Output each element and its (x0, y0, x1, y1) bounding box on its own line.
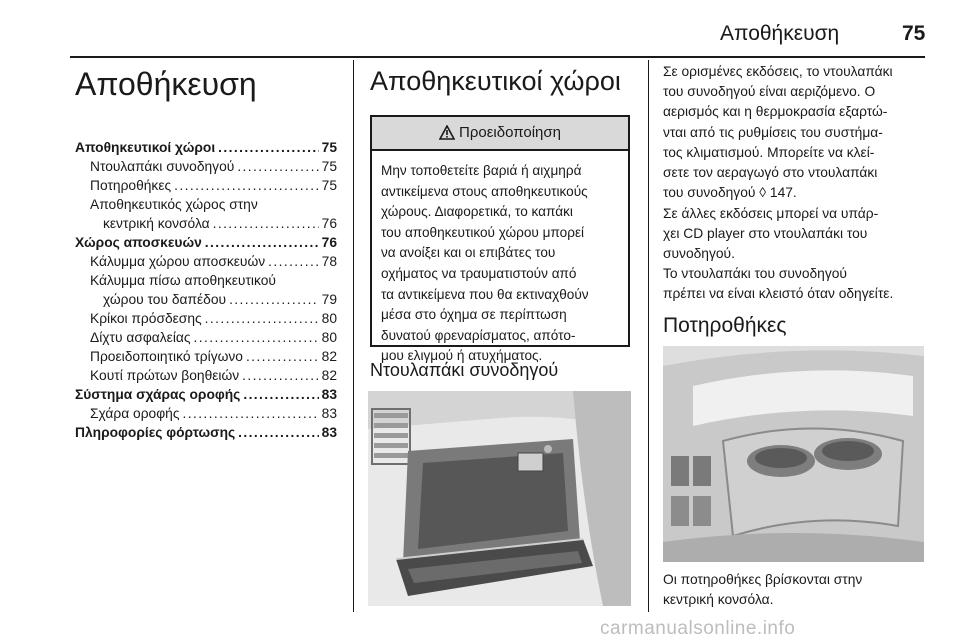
toc-entry[interactable] (75, 140, 337, 159)
toc-entry-label: Κάλυμμα πίσω αποθηκευτικού (90, 273, 276, 288)
glovebox-photo (368, 391, 631, 606)
running-header-title: Αποθήκευση (720, 22, 840, 45)
toc-entry-label: κεντρική κονσόλα (103, 216, 210, 231)
text-line: του συνοδηγού είναι αεριζόμενο. Ο (663, 84, 876, 100)
toc-entry-label: Κρίκοι πρόσδεσης (90, 311, 202, 326)
toc-entry-page: 75 (321, 159, 337, 174)
toc-entry-page: 82 (321, 349, 337, 364)
paragraph-cd-player (663, 204, 933, 265)
toc-leader-dots (205, 311, 319, 326)
toc-entry[interactable] (75, 349, 337, 368)
toc-entry-label: Ποτηροθήκες (90, 178, 172, 193)
toc-entry[interactable] (75, 425, 337, 444)
caption-line: κεντρική κονσόλα. (663, 592, 774, 608)
toc-entry-page: 79 (321, 292, 337, 307)
toc-entry[interactable] (75, 159, 337, 178)
toc-entry-page: 82 (321, 368, 337, 383)
toc-entry-page: 75 (321, 178, 337, 193)
cupholders-caption (663, 570, 933, 610)
text-line: σετε τον αεραγωγό στο ντουλαπάκι (663, 165, 878, 181)
warning-text-line: τα αντικείμενα που θα εκτιναχθούν (381, 286, 589, 302)
cupholders-photo (663, 346, 924, 562)
toc-entry-label: Κάλυμμα χώρου αποσκευών (90, 254, 266, 269)
toc-entry-label: Προειδοποιητικό τρίγωνο (90, 349, 243, 364)
text-line: Σε άλλες εκδόσεις μπορεί να υπάρ- (663, 206, 879, 221)
warning-text-line: χώρους. Διαφορετικά, το καπάκι (381, 204, 573, 220)
warning-text-line: αντικείμενα στους αποθηκευτικούς (381, 183, 588, 199)
chapter-title: Αποθήκευση (75, 66, 257, 102)
toc-entry[interactable] (75, 292, 337, 311)
warning-text (372, 151, 628, 367)
column-divider-left (353, 60, 354, 612)
toc-entry-page: 76 (321, 235, 337, 250)
text-line: Το ντουλαπάκι του συνοδηγού (663, 266, 847, 281)
text-line: νται από τις ρυθμίσεις του συστήμα- (663, 124, 883, 140)
toc-entry-page: 78 (321, 254, 337, 269)
text-line: του συνοδηγού ◊ 147. (663, 185, 797, 201)
toc-leader-dots (218, 140, 318, 155)
toc-entry-page: 80 (321, 330, 337, 345)
toc-leader-dots (243, 387, 318, 402)
warning-text-line: μου ελιγμού ή ατυχήματος. (381, 348, 543, 364)
subsection-title-glovebox: Ντουλαπάκι συνοδηγού (370, 360, 559, 380)
toc-entry-label: Χώρος αποσκευών (75, 235, 202, 250)
subsection-title-cupholders: Ποτηροθήκες (663, 314, 787, 337)
toc-leader-dots (238, 425, 318, 440)
toc-entry[interactable] (75, 273, 337, 292)
warning-heading: Προειδοποίηση (459, 124, 561, 141)
warning-text-line: να ανοίξει και οι επιβάτες του (381, 245, 556, 261)
toc-entry-page: 83 (321, 425, 337, 440)
paragraph-keep-closed (663, 264, 943, 304)
toc-entry-label: Αποθηκευτικοί χώροι (75, 140, 216, 155)
toc-entry[interactable] (75, 216, 337, 235)
text-line: αερισμός και η θερμοκρασία εξαρτώ- (663, 104, 888, 120)
text-line: πρέπει να είναι κλειστό όταν οδηγείτε. (663, 286, 894, 302)
watermark: carmanualsonline.info (600, 618, 796, 639)
paragraph-ventilation (663, 62, 933, 203)
toc-entry[interactable] (75, 254, 337, 273)
header-rule (70, 56, 925, 58)
toc-entry-label: Δίχτυ ασφαλείας (90, 330, 191, 345)
toc-entry-label: Κουτί πρώτων βοηθειών (90, 368, 240, 383)
warning-text-line: Μην τοποθετείτε βαριά ή αιχμηρά (381, 163, 582, 178)
text-line: Σε ορισμένες εκδόσεις, το ντουλαπάκι (663, 64, 893, 79)
toc-leader-dots (229, 292, 319, 307)
page-number: 75 (902, 22, 926, 45)
toc-entry-page: 76 (321, 216, 337, 231)
text-line: συνοδηγού. (663, 246, 735, 262)
warning-text-line: μέσα στο όχημα σε περίπτωση (381, 307, 567, 323)
toc-entry[interactable] (75, 178, 337, 197)
toc-entry[interactable] (75, 368, 337, 387)
text-line: τος κλιματισμού. Μπορείτε να κλεί- (663, 144, 875, 160)
toc-entry-label: Πληροφορίες φόρτωσης (75, 425, 236, 440)
toc-entry-label: χώρου του δαπέδου (103, 292, 227, 307)
warning-text-line: δυνατού φρεναρίσματος, απότο- (381, 327, 576, 343)
toc-entry[interactable] (75, 406, 337, 425)
caption-line: Οι ποτηροθήκες βρίσκονται στην (663, 572, 863, 587)
warning-text-line: οχήματος να τραυματιστούν από (381, 265, 577, 281)
warning-triangle-icon (439, 120, 455, 152)
warning-header (372, 117, 628, 151)
toc-entry-label: Ντουλαπάκι συνοδηγού (90, 159, 235, 174)
warning-box (370, 115, 630, 364)
text-line: χει CD player στο ντουλαπάκι του (663, 226, 868, 242)
toc-leader-dots (246, 349, 319, 364)
toc-leader-dots (237, 159, 318, 174)
toc-entry[interactable] (75, 197, 337, 216)
toc-leader-dots (242, 368, 318, 383)
toc-entry[interactable] (75, 330, 337, 349)
table-of-contents (75, 140, 337, 444)
toc-entry-label: Αποθηκευτικός χώρος στην (90, 197, 258, 212)
toc-entry-page: 83 (321, 406, 337, 421)
toc-entry[interactable] (75, 311, 337, 330)
warning-text-line: του αποθηκευτικού χώρου μπορεί (381, 224, 585, 240)
toc-entry-page: 80 (321, 311, 337, 326)
toc-entry-page: 83 (321, 387, 337, 402)
toc-leader-dots (213, 216, 319, 231)
toc-leader-dots (183, 406, 319, 421)
toc-leader-dots (205, 235, 319, 250)
column-divider-right (648, 60, 649, 612)
toc-leader-dots (194, 330, 319, 345)
toc-entry-label: Σύστημα σχάρας οροφής (75, 387, 241, 402)
section-title-storage: Αποθηκευτικοί χώροι (370, 66, 621, 96)
toc-entry[interactable] (75, 387, 337, 406)
toc-entry[interactable] (75, 235, 337, 254)
toc-leader-dots (268, 254, 319, 269)
toc-leader-dots (174, 178, 319, 193)
toc-entry-label: Σχάρα οροφής (90, 406, 180, 421)
toc-entry-page: 75 (321, 140, 337, 155)
